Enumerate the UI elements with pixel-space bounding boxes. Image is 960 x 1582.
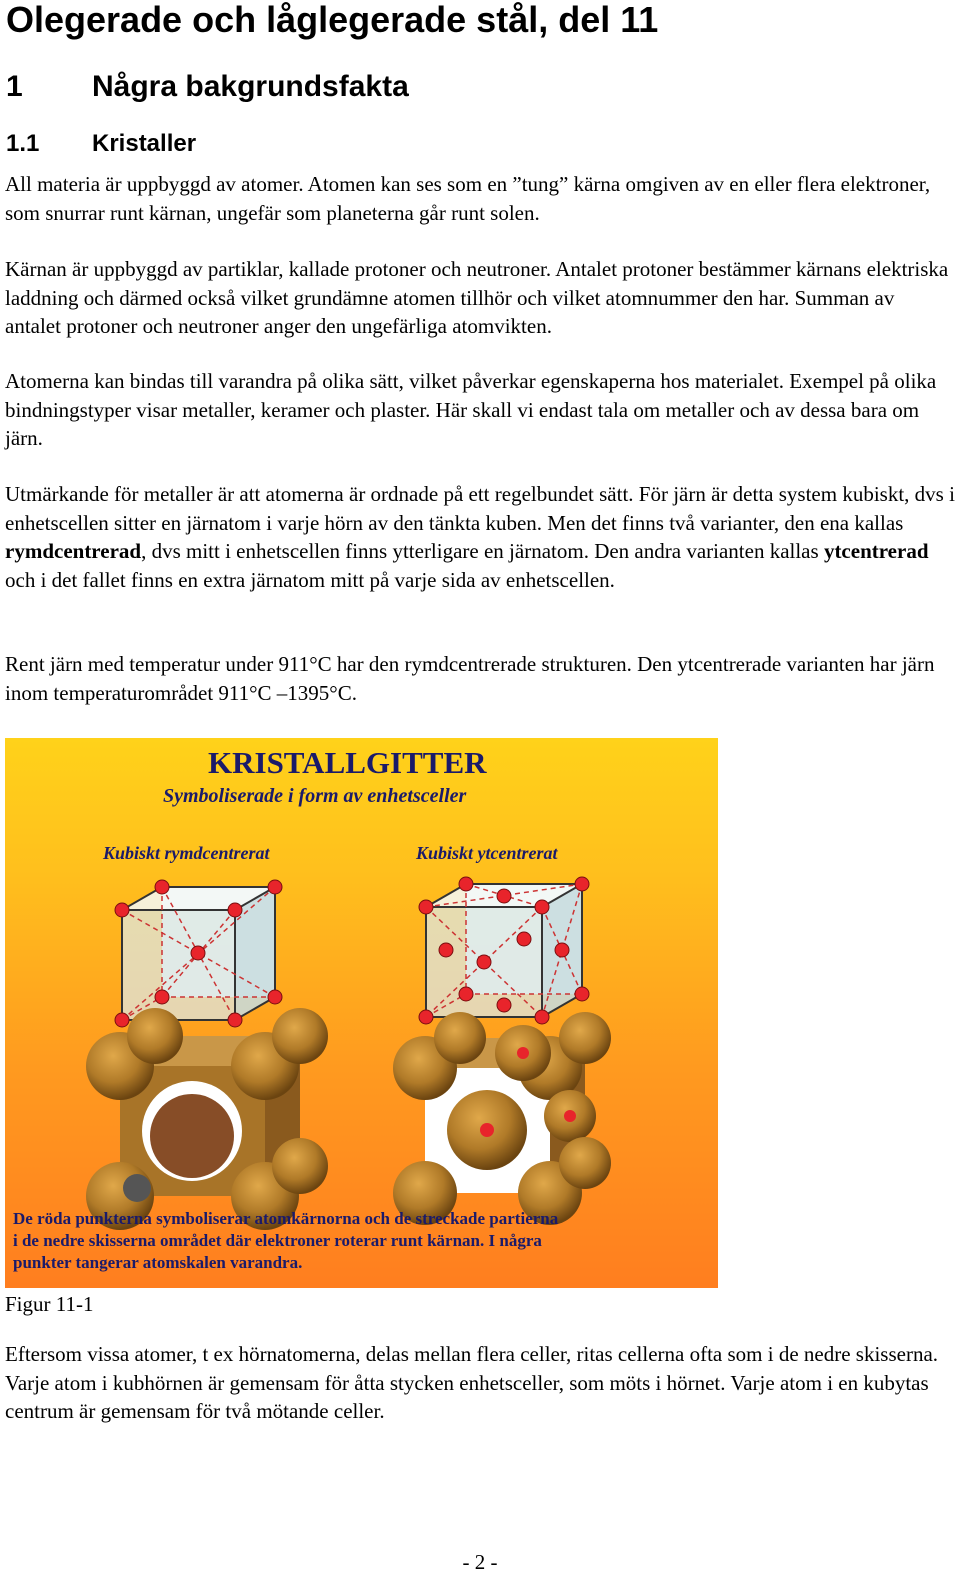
section-heading: [6, 68, 409, 106]
bcc-sphere-model: [86, 1008, 328, 1230]
paragraph-text: , dvs mitt i enhetscellen finns ytterligare en järnatom. Den andra varianten kallas: [141, 539, 824, 563]
figure-title: KRISTALLGITTER: [208, 745, 487, 780]
section-number: 1: [6, 70, 23, 103]
paragraph-nucleus: Kärnan är uppbyggd av partiklar, kallade protoner och neutroner. Antalet protoner bestämmer kärnans elektriska laddning och därmed också vilket grundämne atomen tillhör och vilket atomnummer den har. Summan av antalet protoner och neutroner anger den ungefärliga atomvikten.: [5, 257, 949, 338]
term-ytcentrerad: ytcentrerad: [823, 539, 929, 563]
subsection-heading: [6, 128, 196, 160]
paragraph-text: Utmärkande för metaller är att atomerna är ordnade på ett regelbundet sätt. För järn är detta system kubiskt, dvs i enhetscellen sitter en järnatom i varje hörn av den tänkta kuben. Men det finns två varianter, den ena kallas: [5, 482, 955, 535]
bcc-unit-cell: [115, 880, 282, 1027]
subsection-number: 1.1: [6, 130, 40, 157]
paragraph-atoms: All materia är uppbyggd av atomer. Atomen kan ses som en ”tung” kärna omgiven av en eller flera elektroner, som snurrar runt kärnan, ungefär som planeterna går runt solen.: [5, 172, 931, 225]
figure-note-line: punkter tangerar atomskalen varandra.: [13, 1253, 303, 1272]
paragraph-bonds: Atomerna kan bindas till varandra på olika sätt, vilket påverkar egenskaperna hos materialet. Exempel på olika bindningstyper visar metaller, keramer och plaster. Här skall vi endast tala om metaller och av dessa bara om järn.: [5, 369, 937, 450]
fcc-label: Kubiskt ytcentrerat: [416, 843, 558, 863]
page-number: - 2 -: [462, 1550, 498, 1574]
crystal-lattice-illustration: [5, 738, 718, 1288]
term-rymdcentrerad: rymdcentrerad: [5, 539, 142, 563]
bcc-label: Kubiskt rymdcentrerat: [103, 843, 270, 863]
paragraph-text: och i det fallet finns en extra järnatom mitt på varje sida av enhetscellen.: [5, 567, 615, 592]
paragraph-temperature: Rent järn med temperatur under 911°C har den rymdcentrerade strukturen. Den ytcentrerade varianten har järn inom temperaturområdet 911°C –1395°C.: [5, 652, 935, 705]
paragraph-shared-atoms: Eftersom vissa atomer, t ex hörnatomerna, delas mellan flera celler, ritas cellerna ofta som i de nedre skisserna. Varje atom i kubhörnen är gemensam för åtta stycken enhetsceller, som möts i hörnet. Varje atom i en kubytas centrum är gemensam för två mötande celler.: [5, 1342, 939, 1423]
figure-note-line: i de nedre skisserna området där elektroner roterar runt kärnan. I några: [13, 1231, 542, 1250]
section-title: Några bakgrundsfakta: [92, 70, 409, 103]
figure-note: [13, 1209, 559, 1272]
paragraph-crystal-structure: [5, 480, 955, 594]
subsection-title: Kristaller: [92, 130, 197, 157]
crystal-lattice-figure: [5, 738, 718, 1288]
figure-subtitle: Symboliserade i form av enhetsceller: [163, 785, 467, 807]
document-title: Olegerade och låglegerade stål, del 11: [6, 0, 659, 40]
fcc-unit-cell: [419, 877, 589, 1024]
fcc-sphere-model: [393, 1012, 611, 1225]
figure-caption: Figur 11-1: [5, 1292, 94, 1316]
figure-note-line: De röda punkterna symboliserar atomkärnorna och de streckade partierna: [13, 1209, 559, 1228]
